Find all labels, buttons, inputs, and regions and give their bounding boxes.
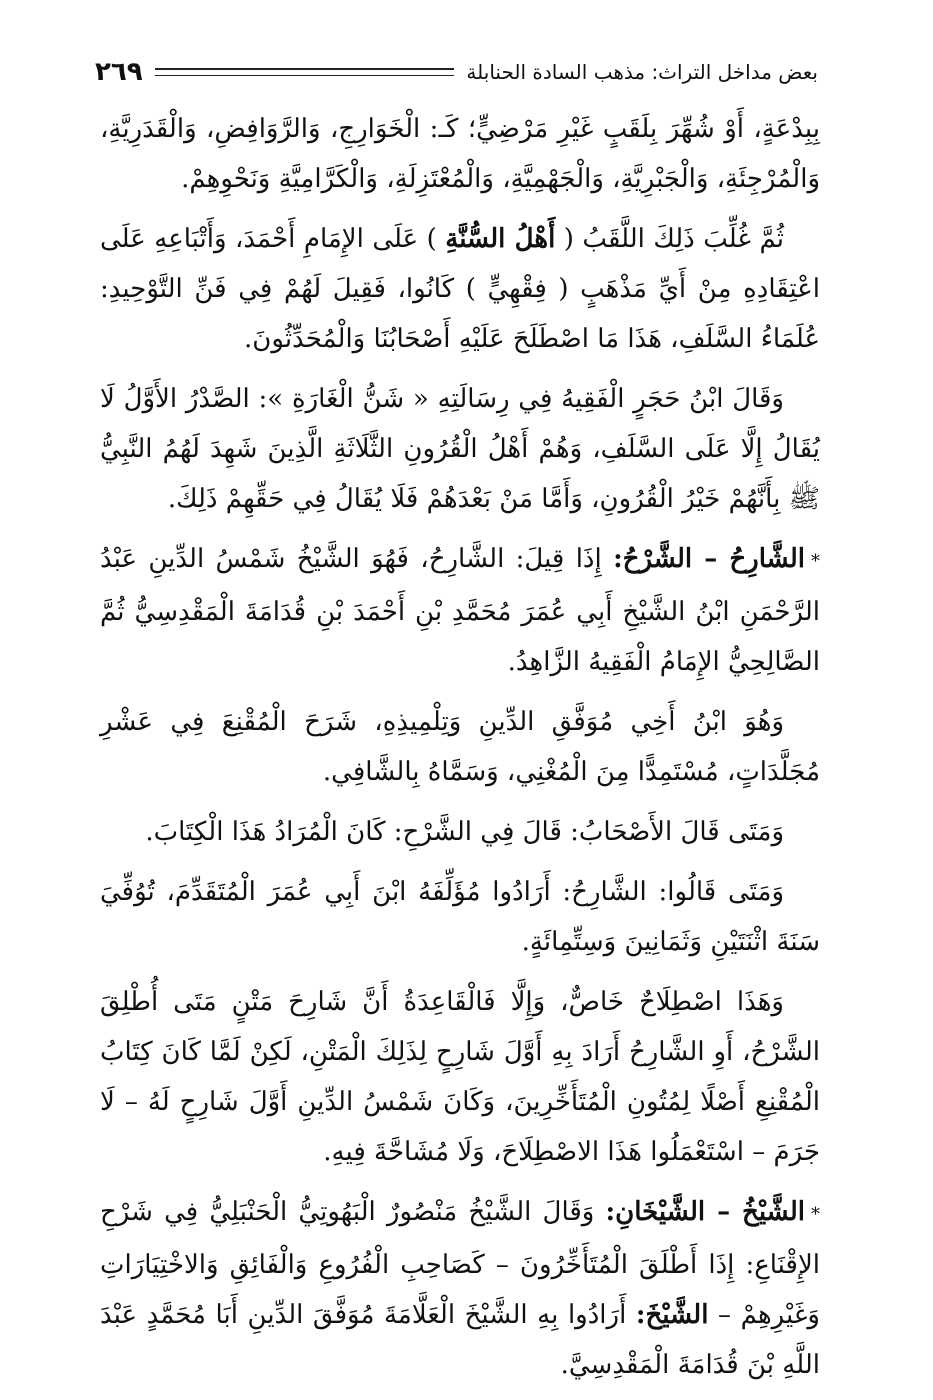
header-rule	[155, 68, 455, 76]
paragraph-text: وَمَتَى قَالَ الأَصْحَابُ: قَالَ فِي الشَّرْحِ: كَانَ الْمُرَادُ هَذَا الْكِتَابَ.	[145, 817, 784, 847]
header-title: بعض مداخل التراث: مذهب السادة الحنابلة	[466, 60, 818, 84]
paragraph-istilah	[100, 977, 820, 1177]
page-number: ٢٦٩	[95, 57, 143, 87]
entry-heading: الشَّارِحُ – الشَّرْحُ:	[613, 544, 805, 574]
running-header	[95, 52, 818, 92]
entry-al-sharih	[100, 534, 820, 687]
entry-heading: الشَّيْخُ – الشَّيْخَانِ:	[605, 1197, 806, 1227]
paragraph-text: أَرَادُوا بِهِ الشَّيْخَ الْعَلَّامَةَ مُوَفَّقَ الدِّينِ أَبَا مُحَمَّدٍ عَبْدَ اللَّهِ بْنَ قُدَامَةَ الْمَقْدِسِيَّ.	[100, 1300, 820, 1380]
paragraph-ahl-al-sunnah	[100, 214, 820, 364]
paragraph-text: وَقَالَ الشَّيْخُ مَنْصُورٌ الْبَهُوتِيُّ الْحَنْبَلِيُّ فِي شَرْحِ الإِقْنَاعِ: إِذَا أَطْلَقَ الْمُتَأَخِّرُونَ – كَصَاحِبِ الْفُرُوعِ وَالْفَائِقِ وَالاخْتِيَارَاتِ وَغَيْرِهِمْ –	[100, 1197, 820, 1330]
paragraph-continuation	[100, 104, 820, 204]
paragraph-ashab-sharh	[100, 807, 820, 857]
paragraph-text: بِبِدْعَةٍ، أَوْ شُهِّرَ بِلَقَبٍ غَيْرِ مَرْضِيٍّ؛ كَـ: الْخَوَارِجِ، وَالرَّوَافِضِ، وَالْقَدَرِيَّةِ، وَالْمُرْجِئَةِ، وَالْجَبْرِيَّةِ، وَالْجَهْمِيَّةِ، وَالْمُعْتَزِلَةِ، وَالْكَرَّامِيَّةِ وَنَحْوِهِمْ.	[100, 114, 820, 194]
paragraph-text: ) عَلَى الإِمَامِ أَحْمَدَ، وَأَتْبَاعِهِ عَلَى اعْتِقَادِهِ مِنْ أَيِّ مَذْهَبٍ ( فِقْهِيٍّ ) كَانُوا، فَقِيلَ لَهُمْ فِي فَنِّ التَّوْحِيدِ: عُلَمَاءُ السَّلَفِ، هَذَا مَا اصْطَلَحَ عَلَيْهِ أَصْحَابُنَا وَالْمُحَدِّثُونَ.	[100, 224, 820, 354]
bold-term: أَهْلُ السُّنَّةِ	[445, 224, 556, 254]
paragraph-text: ثُمَّ غُلِّبَ ذَلِكَ اللَّقَبُ (	[555, 224, 784, 254]
entry-al-shaykh	[100, 1187, 820, 1390]
paragraph-text: وَمَتَى قَالُوا: الشَّارِحُ: أَرَادُوا مُؤَلِّفَهُ ابْنَ أَبِي عُمَرَ الْمُتَقَدِّمَ، تُوُفِّيَ سَنَةَ اثْنَتَيْنِ وَثَمَانِينَ وَسِتِّمِائَةٍ.	[100, 877, 820, 957]
body-text	[100, 104, 820, 1400]
bold-term: الشَّيْخَ:	[635, 1300, 709, 1330]
paragraph-muqni-commentary	[100, 697, 820, 797]
paragraph-text: وَهُوَ ابْنُ أَخِي مُوَفَّقِ الدِّينِ وَتِلْمِيذِهِ، شَرَحَ الْمُقْنِعَ فِي عَشْرِ مُجَلَّدَاتٍ، مُسْتَمِدًّا مِنَ الْمُغْنِي، وَسَمَّاهُ بِالشَّافِي.	[100, 707, 820, 787]
entry-star-marker: *	[811, 1204, 821, 1225]
paragraph-text: إِذَا قِيلَ: الشَّارِحُ، فَهُوَ الشَّيْخُ شَمْسُ الدِّينِ عَبْدُ الرَّحْمَنِ ابْنُ الشَّيْخِ أَبِي عُمَرَ مُحَمَّدِ بْنِ أَحْمَدَ بْنِ قُدَامَةَ الْمَقْدِسِيُّ ثُمَّ الصَّالِحِيُّ الإِمَامُ الْفَقِيهُ الزَّاهِدُ.	[100, 544, 820, 677]
paragraph-text: وَهَذَا اصْطِلَاحٌ خَاصٌّ، وَإِلَّا فَالْقَاعِدَةُ أَنَّ شَارِحَ مَتْنٍ مَتَى أُطْلِقَ الشَّرْحُ، أَوِ الشَّارِحُ أَرَادَ بِهِ أَوَّلَ شَارِحٍ لِذَلِكَ الْمَتْنِ، لَكِنْ لَمَّا كَانَ كِتَابُ الْمُقْنِعِ أَصْلًا لِمُتُونِ الْمُتَأَخِّرِينَ، وَكَانَ شَمْسُ الدِّينِ أَوَّلَ شَارِحٍ لَهُ – لَا جَرَمَ – اسْتَعْمَلُوا هَذَا الاصْطِلَاحَ، وَلَا مُشَاحَّةَ فِيهِ.	[100, 987, 820, 1167]
entry-star-marker: *	[811, 551, 820, 572]
paragraph-text: وَقَالَ ابْنُ حَجَرٍ الْفَقِيهُ فِي رِسَالَتِهِ « شَنُّ الْغَارَةِ »: الصَّدْرُ الأَوَّلُ لَا يُقَالُ إِلَّا عَلَى السَّلَفِ، وَهُمْ أَهْلُ الْقُرُونِ الثَّلَاثَةِ الَّذِينَ شَهِدَ لَهُمُ النَّبِيُّ ﷺ بِأَنَّهُمْ خَيْرُ الْقُرُونِ، وَأَمَّا مَنْ بَعْدَهُمْ فَلَا يُقَالُ فِي حَقِّهِمْ ذَلِكَ.	[100, 384, 820, 514]
paragraph-ibn-hajar	[100, 374, 820, 524]
paragraph-sharih-death	[100, 867, 820, 967]
